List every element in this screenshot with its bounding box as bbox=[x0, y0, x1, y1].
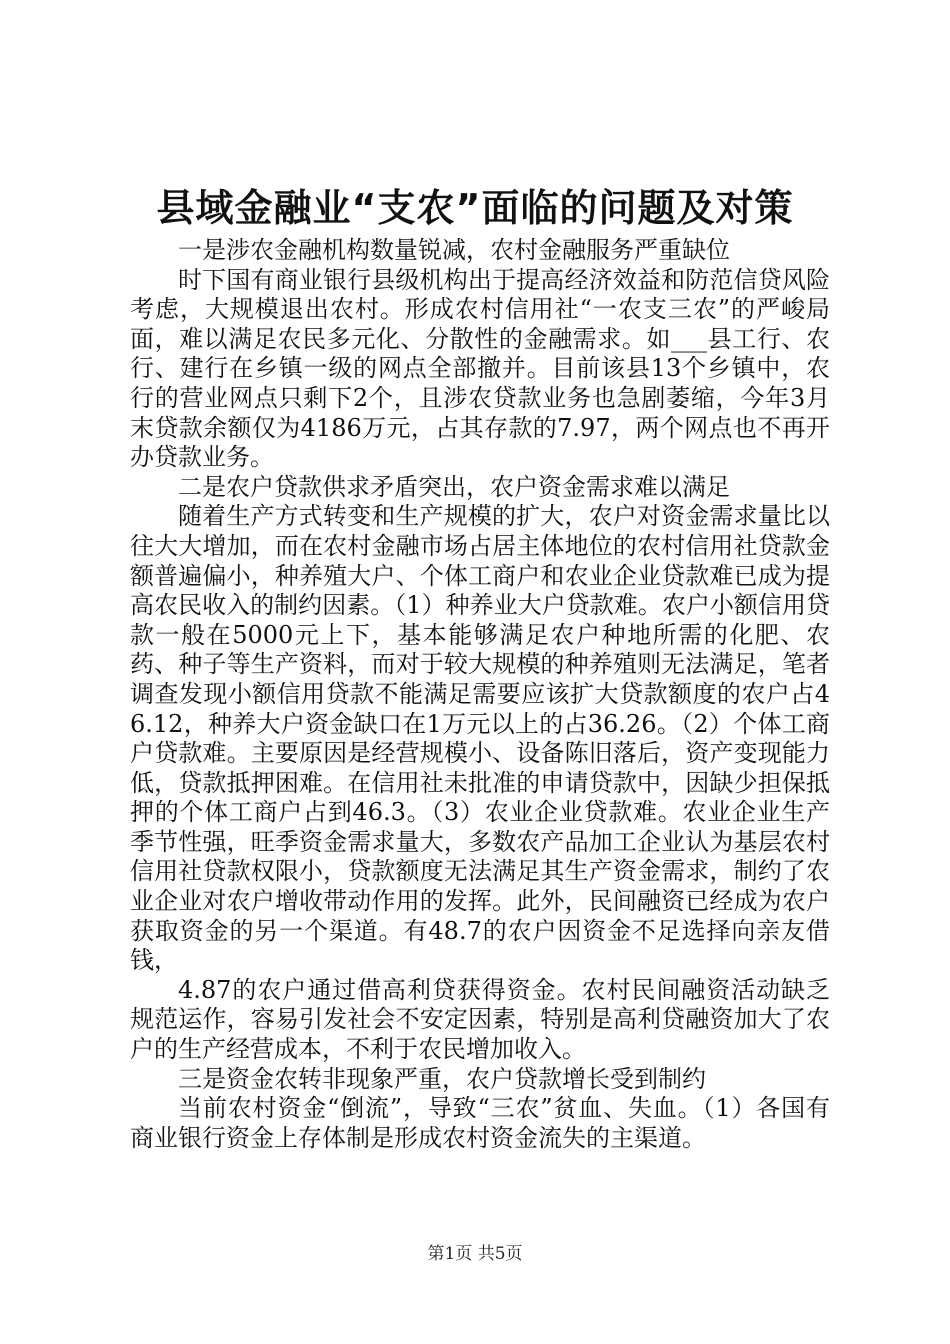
body-paragraph-3: 4.87的农户通过借高利贷获得资金。农村民间融资活动缺乏规范运作，容易引发社会不安定因素，特别是高利贷融资加大了农户的生产经营成本，不利于农民增加收入。 bbox=[130, 975, 830, 1064]
section-heading-3: 三是资金农转非现象严重，农户贷款增长受到制约 bbox=[178, 1064, 706, 1093]
body-paragraph-2: 随着生产方式转变和生产规模的扩大，农户对资金需求量比以往大大增加，而在农村金融市场占居主体地位的农村信用社贷款金额普遍偏小，种养殖大户、个体工商户和农业企业贷款难已成为提高农民收入的制约因素。（1）种养业大户贷款难。农户小额信用贷款一般在5000元上下，基本能够满足农户种地所需的化肥、农药、种子等生产资料，而对于较大规模的种养殖则无法满足，笔者调查发现小额信用贷款不能满足需要应该扩大贷款额度的农户占46.12，种养大户资金缺口在1万元以上的占36.26。（2）个体工商户贷款难。主要原因是经营规模小、设备陈旧落后，资产变现能力低，贷款抵押困难。在信用社未批准的申请贷款中，因缺少担保抵押的个体工商户占到46.3。（3）农业企业贷款难。农业企业生产季节性强，旺季资金需求量大，多数农产品加工企业认为基层农村信用社贷款权限小，贷款额度无法满足其生产资金需求，制约了农业企业对农户增收带动作用的发挥。此外，民间融资已经成为农户获取资金的另一个渠道。有48.7的农户因资金不足选择向亲友借钱， bbox=[130, 502, 830, 975]
section-heading-2: 二是农户贷款供求矛盾突出，农户资金需求难以满足 bbox=[178, 472, 730, 501]
body-paragraph-4: 当前农村资金“倒流”，导致“三农”贫血、失血。（1）各国有商业银行资金上存体制是形成农村资金流失的主渠道。 bbox=[130, 1094, 830, 1152]
page-number-footer: 第1页 共5页 bbox=[427, 1244, 523, 1264]
document-body bbox=[130, 236, 830, 1153]
document-title: 县域金融业“支农”面临的问题及对策 bbox=[156, 186, 794, 230]
body-paragraph-1: 时下国有商业银行县级机构出于提高经济效益和防范信贷风险考虑，大规模退出农村。形成农村信用社“一农支三农”的严峻局面，难以满足农民多元化、分散性的金融需求。如___县工行、农行、建行在乡镇一级的网点全部撤并。目前该县13个乡镇中，农行的营业网点只剩下2个，且涉农贷款业务也急剧萎缩，今年3月末贷款余额仅为4186万元，占其存款的7.97，两个网点也不再开办贷款业务。 bbox=[130, 265, 830, 472]
section-heading-1: 一是涉农金融机构数量锐减，农村金融服务严重缺位 bbox=[178, 236, 730, 264]
